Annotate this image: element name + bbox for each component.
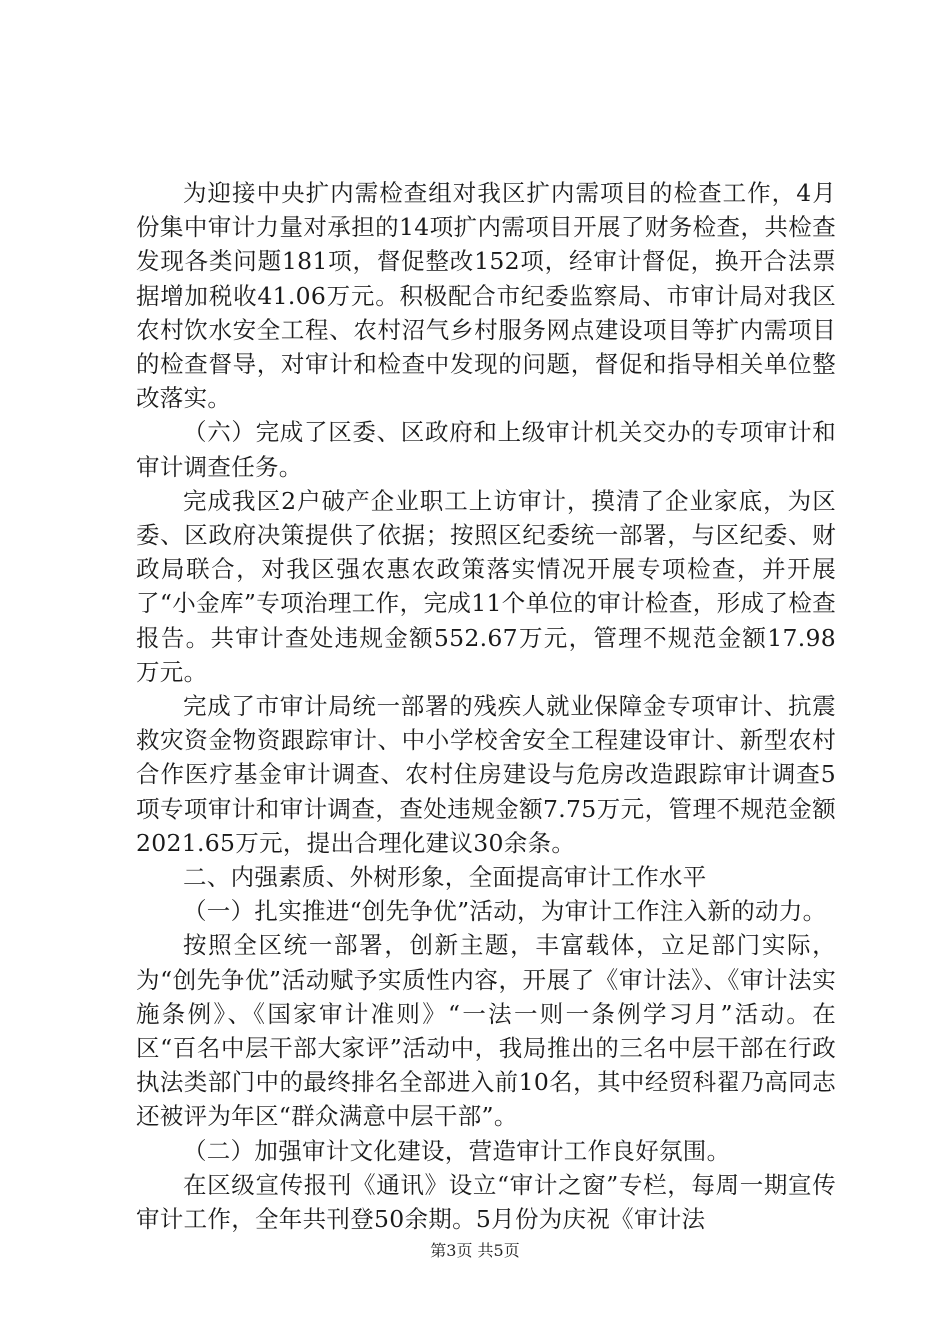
paragraph-bankrupt-enterprise-audit: 完成我区2户破产企业职工上访审计，摸清了企业家底，为区委、区政府决策提供了依据；按照区纪委统一部署，与区纪委、财政局联合，对我区强农惠农政策落实情况开展专项检查，并开展了“小金库”专项治理工作，完成11个单位的审计检查，形成了检查报告。共审计查处违规金额552.67万元，管理不规范金额17.98万元。 [136,486,836,686]
paragraph-stimulus-inspection: 为迎接中央扩内需检查组对我区扩内需项目的检查工作，4月份集中审计力量对承担的14项扩内需项目开展了财务检查，共检查发现各类问题181项，督促整改152项，经审计督促，换开合法票据增加税收41.06万元。积极配合市纪委监察局、市审计局对我区农村饮水安全工程、农村沼气乡村服务网点建设项目等扩内需项目的检查督导，对审计和检查中发现的问题，督促和指导相关单位整改落实。 [136,179,836,413]
subheading-six: （六）完成了区委、区政府和上级审计机关交办的专项审计和审计调查任务。 [136,418,836,481]
page-number: 第3页 共5页 [430,1241,520,1260]
paragraph-excellence-campaign: 按照全区统一部署，创新主题，丰富载体，立足部门实际，为“创先争优”活动赋予实质性内容，开展了《审计法》、《审计法实施条例》、《国家审计准则》“一法一则一条例学习月”活动。在区“百名中层干部大家评”活动中，我局推出的三名中层干部在行政执法类部门中的最终排名全部进入前10名，其中经贸科翟乃高同志还被评为年区“群众满意中层干部”。 [136,931,836,1131]
paragraph-publicity: 在区级宣传报刊《通讯》设立“审计之窗”专栏，每周一期宣传审计工作，全年共刊登50余期。5月份为庆祝《审计法 [136,1170,836,1234]
subheading-one: （一）扎实推进“创先争优”活动，为审计工作注入新的动力。 [183,897,827,926]
document-body [136,176,836,1236]
paragraph-city-audit-tasks: 完成了市审计局统一部署的残疾人就业保障金专项审计、抗震救灾资金物资跟踪审计、中小学校舍安全工程建设审计、新型农村合作医疗基金审计调查、农村住房建设与危房改造跟踪审计调查5项专项审计和审计调查，查处违规金额7.75万元，管理不规范金额2021.65万元，提出合理化建议30余条。 [136,692,836,857]
section-heading-two: 二、内强素质、外树形象，全面提高审计工作水平 [183,863,707,892]
subheading-two: （二）加强审计文化建设，营造审计工作良好氛围。 [183,1136,731,1165]
